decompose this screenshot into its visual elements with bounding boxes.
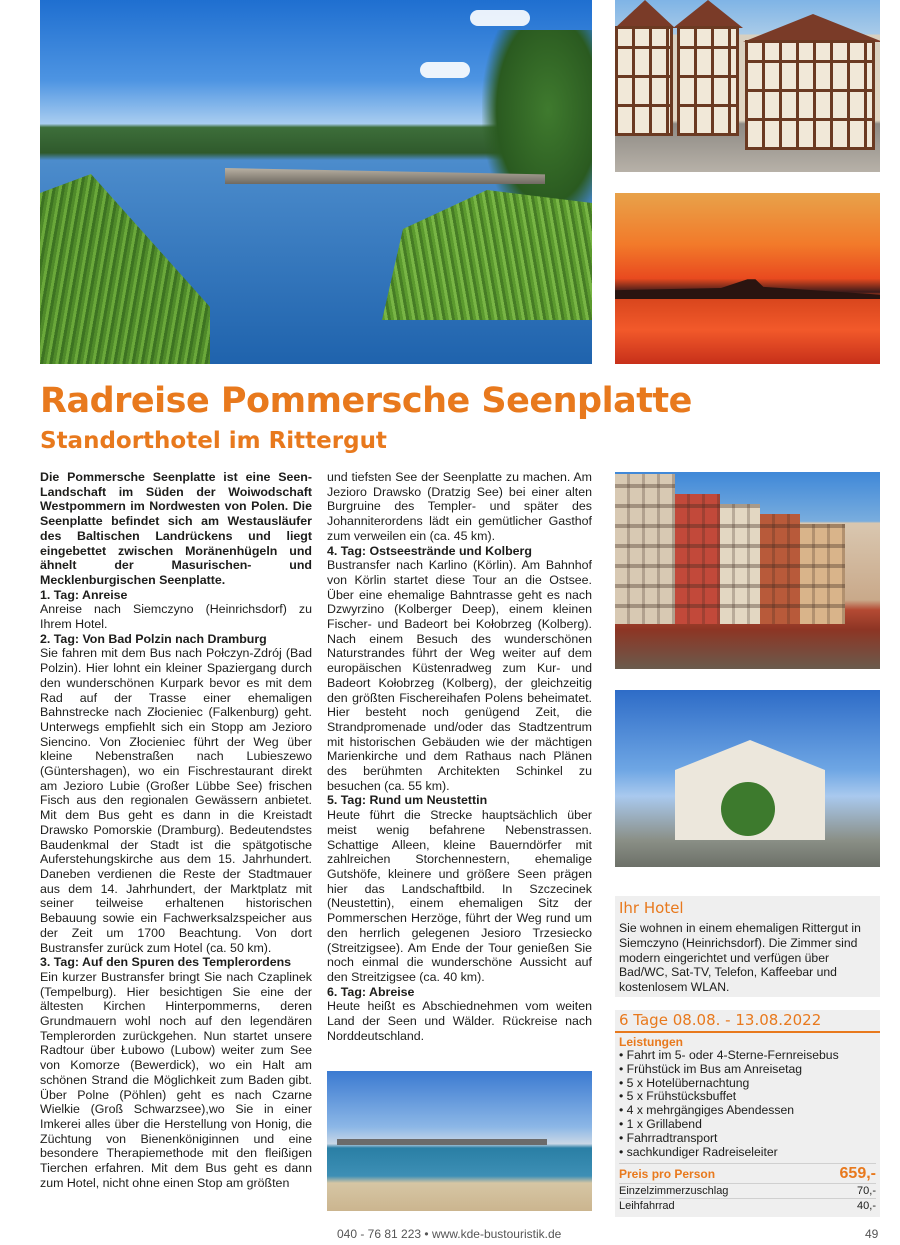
day-2-heading: 2. Tag: Von Bad Polzin nach Dramburg <box>40 631 267 646</box>
hotel-info-box <box>615 896 880 997</box>
day-1-text: Anreise nach Siemczyno (Heinrichsdorf) zu Ihrem Hotel. <box>40 602 312 632</box>
footer-contact: 040 - 76 81 223 • www.kde-bustouristik.de <box>337 1227 562 1241</box>
page-title: Radreise Pommersche Seenplatte <box>40 381 692 421</box>
extra-label: Einzelzimmerzuschlag <box>619 1185 729 1198</box>
service-item: • Fahrradtransport <box>619 1130 718 1145</box>
extra-row-single-room <box>619 1183 876 1198</box>
market-square-photo <box>615 472 880 669</box>
half-timbered-houses-photo <box>615 0 880 172</box>
service-item: • sachkundiger Radreiseleiter <box>619 1144 778 1159</box>
day-5-heading: 5. Tag: Rund um Neustettin <box>327 793 488 808</box>
church-photo <box>615 690 880 867</box>
day-2-text: Sie fahren mit dem Bus nach Połczyn-Zdrój (Bad Polzin). Hier lohnt ein kleiner Spaziergang durch den wunderschönen Kurpark bevor es mit dem Rad auf der Trasse einer ehemaligen Bahnstrecke nach Złocieniec (Falkenburg) geht. Unterwegs empfiehlt sich ein Stopp am Jezioro Siencino. Von Złocieniec führt der Weg über kleine Nebenstraßen nach Lubieszewo (Güntershagen), wo ein Fischrestaurant direkt am Jezioro Lubie (Großer Lübbe See) frischen Fisch aus den regionalen Gewässern anbietet. Mit dem Bus geht es dann in die Kreistadt Drawsko Pomorskie (Dramburg). Bedeutendstes Baudenkmal der Stadt ist die spätgotische Auferstehungskirche aus dem 15. Jahrhundert. Daneben verdienen die Reste der Stadtmauer aus dem 14. Jahrhundert, der Marktplatz mit seiner teilweise erhaltenen historischen Bebauung sowie ein Fachwerksalzspeicher aus der Zeit um 1700 Beachtung. Von dort Bustransfer zurück zum Hotel (ca. 50 km). <box>40 646 312 955</box>
day-4-heading: 4. Tag: Ostseestrände und Kolberg <box>327 543 532 558</box>
offer-dates-bar <box>615 1010 880 1033</box>
service-item: • 5 x Frühstücksbuffet <box>619 1089 737 1104</box>
offer-dates: 6 Tage 08.08. - 13.08.2022 <box>619 1011 822 1029</box>
page-subtitle: Standorthotel im Rittergut <box>40 428 387 454</box>
price-label: Preis pro Person <box>619 1167 716 1182</box>
day-3-text: Ein kurzer Bustransfer bringt Sie nach Czaplinek (Tempelburg). Hier besichtigen Sie eine der ältesten Kirchen Hinterpommerns, deren Grundmauern wohl noch auf den legendären Templerorden zurückgehen. Nun startet unsere Radtour über Łubowo (Lubow) weiter zum See von Komorze (Bewerdick), wo ein Halt am schönen Strand die Möglichkeit zum Baden gibt. Über Polne (Pöhlen) geht es nach Czarne Wielkie (Groß Schwarzsee),wo Sie in einer Imkerei alles über die Herstellung von Honig, die Züchtung von Bienenköniginnen und eine besondere Therapiemethode mit den fleißigen Tierchen erfahren. Mit dem Bus geht es dann zum Hotel, nicht ohne einen Stop am größten <box>40 969 312 1190</box>
day-5-text: Heute führt die Strecke hauptsächlich über meist wenig befahrene Nebenstrassen. Schattige Alleen, kleine Bauerndörfer mit zahlreichen Storchennestern, ehemalige Gutshöfe, kleinere und größere Seen prägen hier das Landschaftbild. In Szczecinek (Neustettin), einem ehemaligen Sitz der Pommerschen Herzöge, führt der Weg rund um den herrlich gelegenen Jesioro Trzesiecko (Streitzigsee). Am Ende der Tour genießen Sie noch einmal die wunderschöne Aussicht auf den Streitzigsee (ca. 40 km). <box>327 808 592 984</box>
extra-value: 70,- <box>857 1185 876 1198</box>
sunset-lighthouse-photo <box>615 193 880 364</box>
offer-details <box>615 1033 880 1217</box>
service-item: • Frühstück im Bus am Anreisetag <box>619 1061 803 1076</box>
beach-pier-photo <box>327 1071 592 1211</box>
day-3-heading: 3. Tag: Auf den Spuren des Templerordens <box>40 955 292 970</box>
day-4-text: Bustransfer nach Karlino (Körlin). Am Bahnhof von Körlin startet diese Tour an die Ostsee. Über eine ehemalige Bahntrasse geht es nach Dzwyrzino (Kolberger Deep), einem kleinen Fischer- und Badeort bei Kołobrzeg (Kolberg). Nach einem Besuch des wunderschönen Naturstrandes führt der Weg weiter auf dem europäischen Küstenradweg zum Kur- und Badeort Kołobrzeg (Kolberg), der gleichzeitig den größten Fischereihafen Polens beheimatet. Hier besteht noch genügend Zeit, die Strandpromenade und/oder das Stadtzentrum mit historischen Gebäuden wie der mächtigen Marienkirche und dem Rathaus nach Plänen des berühmten Architekten Schinkel zu besuchen (ca. 55 km). <box>327 558 592 793</box>
price-value: 659,- <box>839 1165 876 1183</box>
hotel-heading: Ihr Hotel <box>619 899 684 917</box>
day-6-text: Heute heißt es Abschiednehmen vom weiten Land der Seen und Wälder. Rückreise nach Norddeutschland. <box>327 999 592 1043</box>
day-1-heading: 1. Tag: Anreise <box>40 587 128 602</box>
extra-row-rental-bike <box>619 1198 876 1213</box>
hotel-text: Sie wohnen in einem ehemaligen Rittergut in Siemczyno (Heinrichsdorf). Die Zimmer sind modern eingerichtet und verfügen über Bad/WC, Sat-TV, Telefon, Kaffeebar und kostenlosem WLAN. <box>619 921 861 995</box>
intro-text: Die Pommersche Seenplatte ist eine Seen-Landschaft im Süden der Woiwodschaft Westpommern im Nordwesten von Polen. Die Seenplatte befindet sich am Westausläufer des Baltischen Landrückens und liegt eingebettet zwischen Moränenhügeln und ähnelt der Masurischen- und Mecklenburgischen Seenplatte. <box>40 470 312 587</box>
text-column-left <box>40 470 312 1190</box>
service-item: • 1 x Grillabend <box>619 1116 702 1131</box>
services-list <box>619 1049 876 1159</box>
text-column-middle <box>327 470 592 1043</box>
service-item: • 4 x mehrgängiges Abendessen <box>619 1103 795 1118</box>
services-heading: Leistungen <box>619 1035 684 1049</box>
offer-box <box>615 1010 880 1217</box>
price-row <box>619 1163 876 1183</box>
service-item: • 5 x Hotelübernachtung <box>619 1075 750 1090</box>
service-item: • Fahrt im 5- oder 4-Sterne-Fernreisebus <box>619 1048 839 1062</box>
page-number: 49 <box>865 1227 879 1241</box>
extra-value: 40,- <box>857 1200 876 1213</box>
lake-photo <box>40 0 592 364</box>
extra-label: Leihfahrrad <box>619 1200 675 1213</box>
day-3-text-continued: und tiefsten See der Seenplatte zu machen. Am Jezioro Drawsko (Dratzig See) bei einer alten Burgruine des Templer- und später des Johanniterordens lädt ein gemütlicher Gasthof zum verweilen ein (ca. 45 km). <box>327 470 592 543</box>
day-6-heading: 6. Tag: Abreise <box>327 984 415 999</box>
